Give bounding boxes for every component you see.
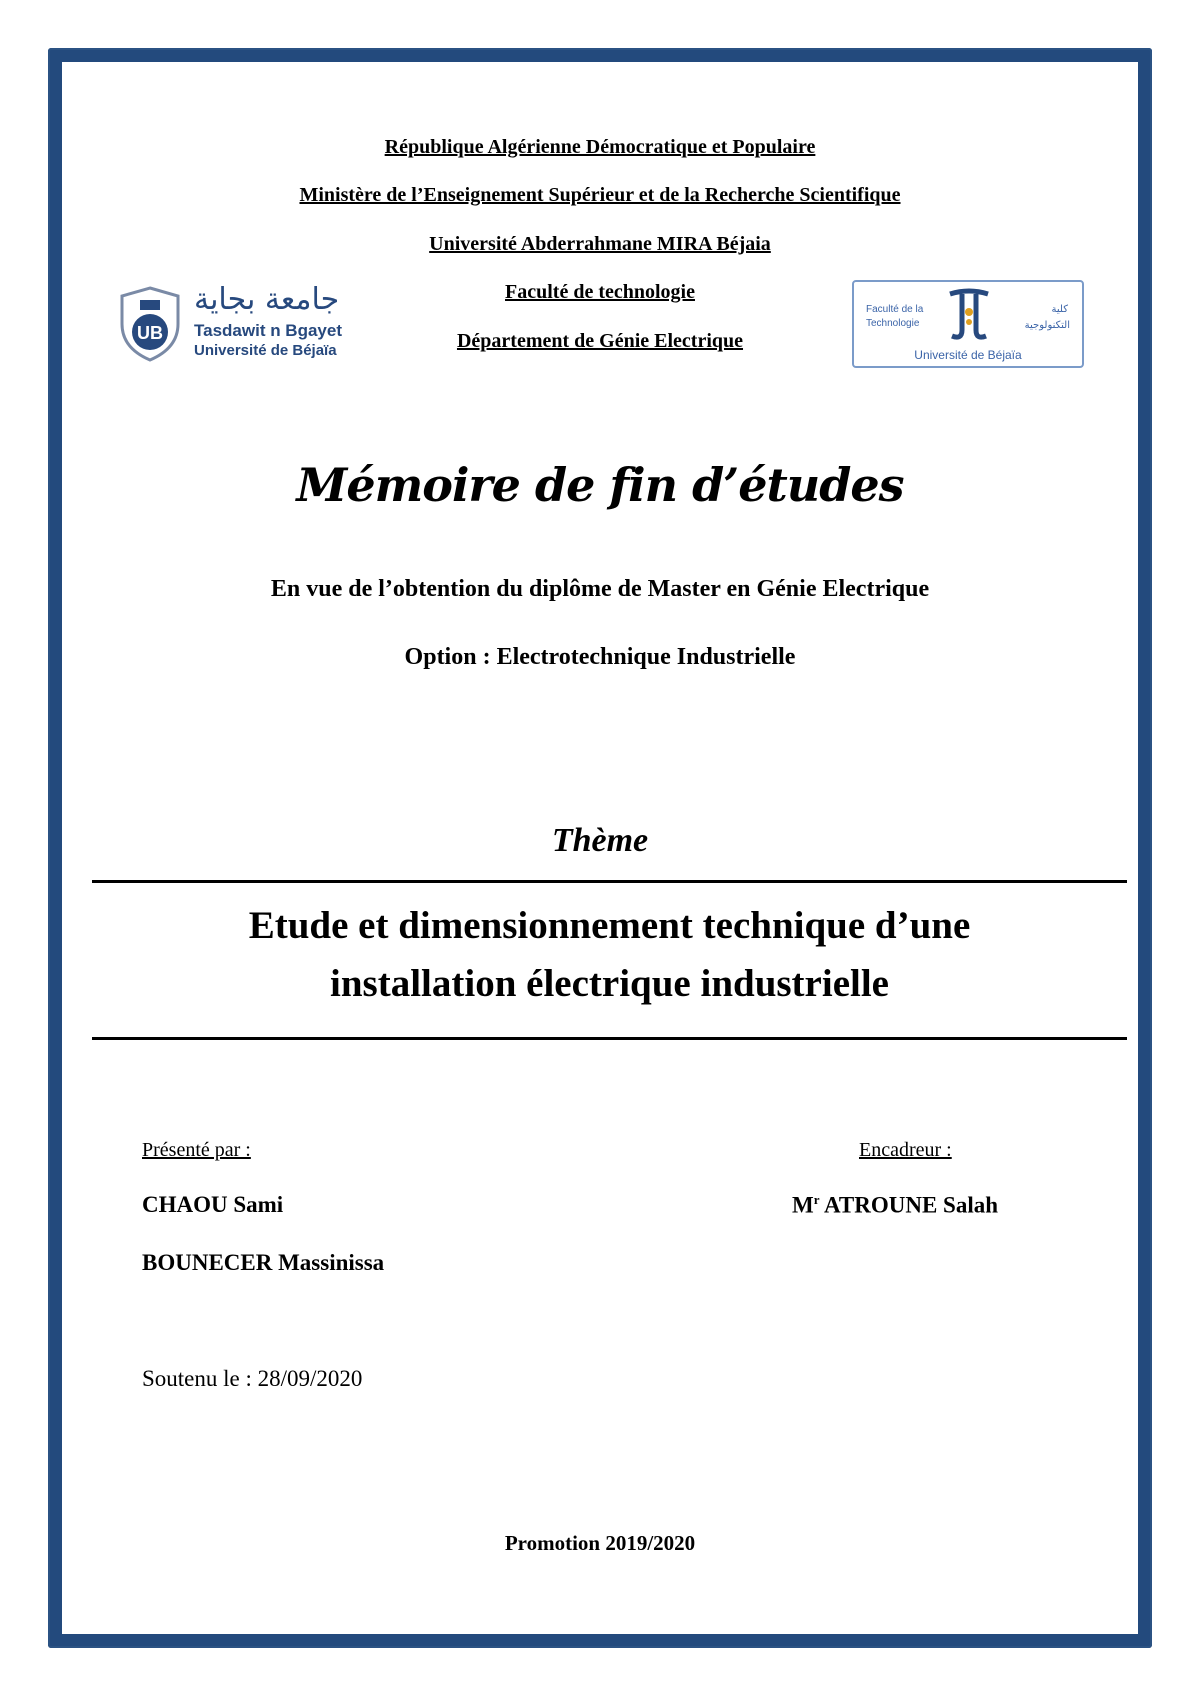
faculty-logo-fr-2: Technologie <box>866 318 920 329</box>
supervisor-title: M <box>792 1192 814 1218</box>
student-name-2: BOUNECER Massinissa <box>142 1250 385 1275</box>
supervisor-label: Encadreur : <box>859 1139 952 1161</box>
faculty-emblem-icon <box>944 286 994 344</box>
republic-heading: République Algérienne Démocratique et Populaire <box>384 136 816 158</box>
svg-text:UB: UB <box>137 323 163 343</box>
student-name-1: CHAOU Sami <box>142 1192 284 1217</box>
theme-bottom-rule <box>92 1037 1127 1040</box>
logo-french-text: Université de Béjaïa <box>194 342 337 359</box>
option-line: Option : Electrotechnique Industrielle <box>404 644 796 670</box>
university-heading: Université Abderrahmane MIRA Béjaia <box>429 233 771 255</box>
theme-top-rule <box>92 880 1127 883</box>
faculty-logo-ar-2: التكنولوجية <box>1024 320 1070 331</box>
promotion-line: Promotion 2019/2020 <box>504 1531 696 1555</box>
faculty-heading: Faculté de technologie <box>505 281 695 303</box>
supervisor-name <box>792 1192 998 1219</box>
supervisor-title-superscript: r <box>813 1192 820 1207</box>
defense-date: Soutenu le : 28/09/2020 <box>142 1366 363 1391</box>
theme-title-line-2: installation électrique industrielle <box>330 962 889 1005</box>
department-heading: Département de Génie Electrique <box>456 330 744 352</box>
faculty-logo-fr-1: Faculté de la <box>866 304 924 315</box>
faculty-logo-bottom: Université de Béjaïa <box>914 348 1022 362</box>
presented-by-label: Présenté par : <box>142 1139 251 1161</box>
theme-label: Thème <box>551 822 649 859</box>
supervisor-surname: ATROUNE Salah <box>819 1192 999 1218</box>
shield-emblem-icon <box>118 286 182 362</box>
ministry-heading: Ministère de l’Enseignement Supérieur et de la Recherche Scientifique <box>299 184 901 206</box>
faculty-logo-ar-1: كلية <box>1051 304 1068 315</box>
document-title: Mémoire de fin d’études <box>296 458 904 512</box>
logo-kabyle-text: Tasdawit n Bgayet <box>194 321 342 340</box>
theme-title <box>92 897 1127 1013</box>
faculty-logo <box>852 280 1084 368</box>
logo-arabic-text: جامعة بجاية <box>194 282 340 317</box>
theme-title-line-1: Etude et dimensionnement technique d’une <box>248 904 971 947</box>
university-logo <box>118 284 358 366</box>
diploma-line: En vue de l’obtention du diplôme de Master en Génie Electrique <box>270 576 930 602</box>
